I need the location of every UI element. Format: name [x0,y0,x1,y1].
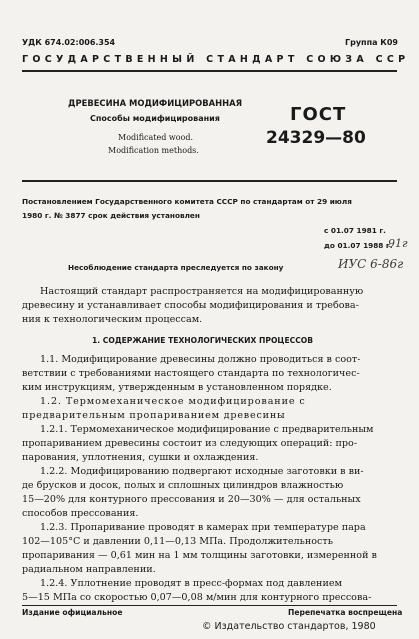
gost-number: 24329—80 [266,128,366,148]
document-title: ДРЕВЕСИНА МОДИФИЦИРОВАННАЯ [68,98,243,108]
penalty-notice: Несоблюдение стандарта преследуется по закону [68,263,284,272]
copyright-line: © Издательство стандартов, 1980 [202,621,376,632]
paragraph-line: де брусков и досок, полых и сплошных цилиндров влажностью [22,480,344,491]
paragraph-line: 15—20% для контурного прессования и 20—30% — для остальных [22,494,361,505]
official-edition-label: Издание официальное [22,608,123,617]
footer-rule [22,605,397,606]
decree-line-1: Постановлением Государственного комитета СССР по стандартам от 29 июля [22,197,352,206]
udk-code: УДК 674.02:006.354 [22,38,116,47]
handwritten-extension-note: 91г [388,237,408,250]
paragraph-line: пропариванием древесины состоит из следующих операций: про- [22,438,358,449]
paragraph-line: 102—105°С и давлении 0,11—0,13 МПа. Продолжительность [22,536,333,547]
intro-line: ния к технологическим процессам. [22,314,203,325]
effective-to-date: до 01.07 1988 г. [324,241,393,250]
paragraph-line: пропаривания — 0,61 мин на 1 мм толщины заготовки, измеренной в [22,550,377,561]
paragraph-line: 5—15 МПа со скоростью 0,07—0,08 м/мин для контурного прессова- [22,592,372,603]
english-title: Modificated wood. [118,133,194,142]
title-rule [22,180,397,182]
paragraph-line: 1.2.3. Пропаривание проводят в камерах при температуре пара [40,522,366,533]
paragraph-line: 1.2. Термомеханическое модифицирование с [40,396,306,407]
paragraph-line: ким инструкциям, утвержденным в установленном порядке. [22,382,332,393]
paragraph-line: 1.2.1. Термомеханическое модифицирование с предварительным [40,424,374,435]
paragraph-line: способов прессования. [22,508,139,519]
handwritten-ius-stamp: ИУС 6-86г [338,257,404,271]
paragraph-line: ветствии с требованиями настоящего стандарта по технологичес- [22,368,360,379]
document-subtitle: Способы модифицирования [90,114,220,123]
paragraph-line: 1.2.4. Уплотнение проводят в пресс-формах под давлением [40,578,342,589]
header-rule [22,70,397,72]
gost-label: ГОСТ [290,104,347,125]
decree-line-2: 1980 г. № 3877 срок действия установлен [22,211,200,220]
english-subtitle: Modification methods. [108,146,199,155]
intro-line: Настоящий стандарт распространяется на модифицированную [40,286,364,297]
group-code: Группа К09 [345,38,398,47]
state-standard-heading: ГОСУДАРСТВЕННЫЙ СТАНДАРТ СОЮЗА ССР [22,54,410,65]
paragraph-line: 1.1. Модифицирование древесины должно проводиться в соот- [40,354,361,365]
effective-from-date: с 01.07 1981 г. [324,226,386,235]
paragraph-line: радиальном направлении. [22,564,156,575]
section-heading: 1. СОДЕРЖАНИЕ ТЕХНОЛОГИЧЕСКИХ ПРОЦЕССОВ [92,336,314,345]
paragraph-line: 1.2.2. Модифицированию подвергают исходные заготовки в ви- [40,466,364,477]
reprint-prohibited-label: Перепечатка воспрещена [288,608,403,617]
intro-line: древесину и устанавливает способы модифицирования и требова- [22,300,359,311]
paragraph-line: парования, уплотнения, сушки и охлаждения. [22,452,259,463]
paragraph-line: предварительным пропариванием древесины [22,410,286,421]
